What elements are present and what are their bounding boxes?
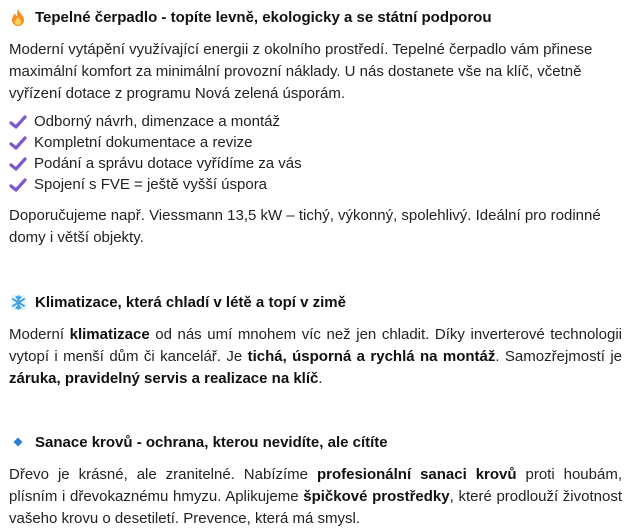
checkmark-icon (9, 157, 27, 171)
text-run: proti houbám, plísním i dřevokaznému hmyzu. Aplikujeme (9, 466, 623, 505)
text-run: , které prodlouží životnost vašeho krovu o desetiletí. Prevence, která má smysl. (9, 488, 623, 527)
section-body (9, 464, 622, 530)
section-outro: Doporučujeme např. Viessmann 13,5 kW – tichý, výkonný, spolehlivý. Ideální pro rodinné domy i větší objekty. (9, 207, 601, 246)
section-heading (9, 291, 622, 313)
section-heading (9, 431, 622, 453)
section-body (9, 324, 622, 390)
list-item (9, 153, 622, 174)
bold-run: záruka, pravidelný servis a realizace na klíč (9, 370, 319, 387)
list-item-text: Spojení s FVE = ještě vyšší úspora (34, 176, 268, 193)
section-title: Klimatizace, která chladí v létě a topí v zimě (35, 293, 346, 311)
text-run: od nás umí mnohem víc než jen chladit. Díky inverterové technologii vytopí i menší dům či kancelář. Je (9, 326, 622, 365)
fire-icon (9, 8, 27, 26)
list-item (9, 174, 622, 195)
diamond-icon (9, 433, 27, 451)
bold-run: špičkové prostředky (303, 488, 450, 505)
text-run: . Samozřejmostí je (495, 348, 623, 365)
section-roof-sanitation (9, 431, 622, 530)
list-item-text: Podání a správu dotace vyřídíme za vás (34, 155, 302, 172)
section-intro: Moderní vytápění využívající energii z okolního prostředí. Tepelné čerpadlo vám přinese maximální komfort za minimální provozní náklady. U nás dostanete vše na klíč, včetně vyřízení dotace z programu Nová zelená úsporám. (9, 41, 593, 102)
bold-run: klimatizace (69, 326, 150, 343)
list-item (9, 132, 622, 153)
text-run: Moderní (9, 326, 70, 343)
checkmark-icon (9, 115, 27, 129)
text-run: Dřevo je krásné, ale zranitelné. Nabízíme (9, 466, 317, 483)
list-item-text: Odborný návrh, dimenzace a montáž (34, 113, 280, 130)
list-item-text: Kompletní dokumentace a revize (34, 134, 253, 151)
snowflake-icon (9, 293, 27, 311)
bold-run: tichá, úsporná a rychlá na montáž (247, 348, 496, 365)
section-title: Tepelné čerpadlo - topíte levně, ekologicky a se státní podporou (35, 8, 492, 26)
bold-run: profesionální sanaci krovů (316, 466, 517, 483)
feature-list (9, 111, 622, 195)
checkmark-icon (9, 178, 27, 192)
list-item (9, 111, 622, 132)
checkmark-icon (9, 136, 27, 150)
section-air-conditioning (9, 291, 622, 390)
text-run: . (318, 370, 323, 387)
section-heat-pump (9, 6, 622, 249)
section-title: Sanace krovů - ochrana, kterou nevidíte, ale cítíte (35, 433, 388, 451)
section-heading (9, 6, 622, 28)
